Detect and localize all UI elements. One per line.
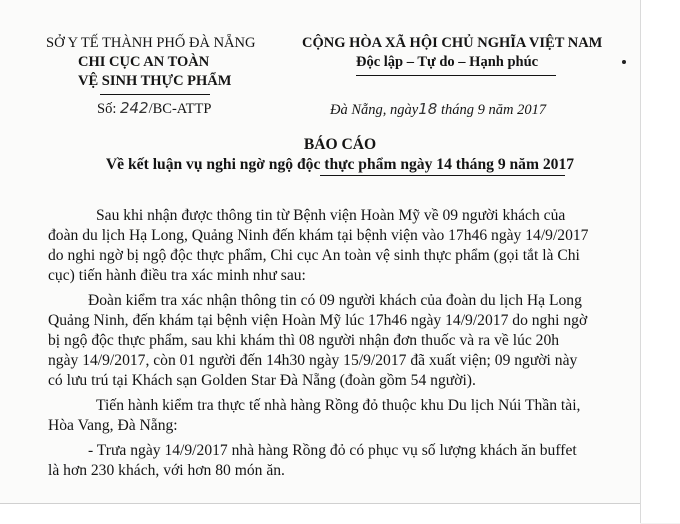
paragraph-2-line-1: Đoàn kiểm tra xác nhận thông tin có 09 người khách của đoàn du lịch Hạ Long: [88, 292, 582, 309]
document-number: [97, 99, 211, 118]
agency-name-line1: CHI CỤC AN TOÀN: [78, 54, 210, 70]
place-date-suffix: tháng 9 năm 2017: [437, 102, 547, 118]
paragraph-1-line-2: đoàn du lịch Hạ Long, Quảng Ninh đến khám tại bệnh viện vào 17h46 ngày 14/9/2017: [48, 227, 589, 244]
ink-mark: [622, 60, 626, 64]
report-subtitle: Về kết luận vụ nghi ngờ ngộ độc thực phẩm ngày 14 tháng 9 năm 2017: [105, 156, 575, 173]
paragraph-1-line-1: Sau khi nhận được thông tin từ Bệnh viện Hoàn Mỹ về 09 người khách của: [96, 207, 566, 224]
document-number-prefix: Số:: [97, 101, 120, 117]
subtitle-underline: [320, 175, 565, 176]
agency-parent: SỞ Y TẾ THÀNH PHỐ ĐÀ NẴNG: [46, 35, 256, 51]
paragraph-3-line-1: Tiến hành kiểm tra thực tế nhà hàng Rồng đỏ thuộc khu Du lịch Núi Thần tài,: [96, 397, 581, 414]
national-motto: Độc lập – Tự do – Hạnh phúc: [356, 54, 539, 70]
paragraph-4-line-2: là hơn 230 khách, với hơn 80 món ăn.: [48, 462, 285, 479]
paragraph-2-line-5: có lưu trú tại Khách sạn Golden Star Đà Nẵng (đoàn gồm 54 người).: [48, 372, 476, 389]
agency-underline: [100, 94, 210, 95]
paragraph-1-line-3: do nghi ngờ bị ngộ độc thực phẩm, Chi cục An toàn vệ sinh thực phẩm (gọi tắt là Chi: [48, 247, 580, 264]
paragraph-2-line-3: bị ngộ độc thực phẩm, sau khi khám thì 08 người nhận đơn thuốc và ra về lúc 20h: [48, 332, 560, 349]
page-margin: [640, 0, 680, 523]
paragraph-3-line-2: Hòa Vang, Đà Nẵng:: [48, 417, 178, 434]
place-date-prefix: Đà Nẵng, ngày: [330, 102, 419, 118]
document-number-handwritten: 242: [119, 99, 149, 117]
crop-edge: [0, 503, 640, 524]
document-number-suffix: /BC-ATTP: [148, 101, 212, 117]
paragraph-1-line-4: cục) tiến hành điều tra xác minh như sau:: [48, 267, 306, 284]
national-title: CỘNG HÒA XÃ HỘI CHỦ NGHĨA VIỆT NAM: [302, 35, 603, 51]
paragraph-2-line-4: ngày 14/9/2017, còn 01 người đến 14h30 ngày 15/9/2017 đã xuất viện; 09 người này: [48, 352, 578, 369]
paragraph-2-line-2: Quảng Ninh, đến khám tại bệnh viện Hoàn Mỹ lúc 17h46 ngày 14/9/2017 do nghi ngờ: [48, 312, 588, 329]
motto-underline: [356, 75, 556, 76]
paragraph-4-line-1: - Trưa ngày 14/9/2017 nhà hàng Rồng đỏ có phục vụ số lượng khách ăn buffet: [88, 442, 577, 459]
agency-name-line2: VỆ SINH THỰC PHẨM: [78, 73, 232, 89]
place-date: [330, 100, 546, 119]
place-date-day-handwritten: 18: [418, 100, 438, 118]
report-title: BÁO CÁO: [303, 136, 377, 153]
